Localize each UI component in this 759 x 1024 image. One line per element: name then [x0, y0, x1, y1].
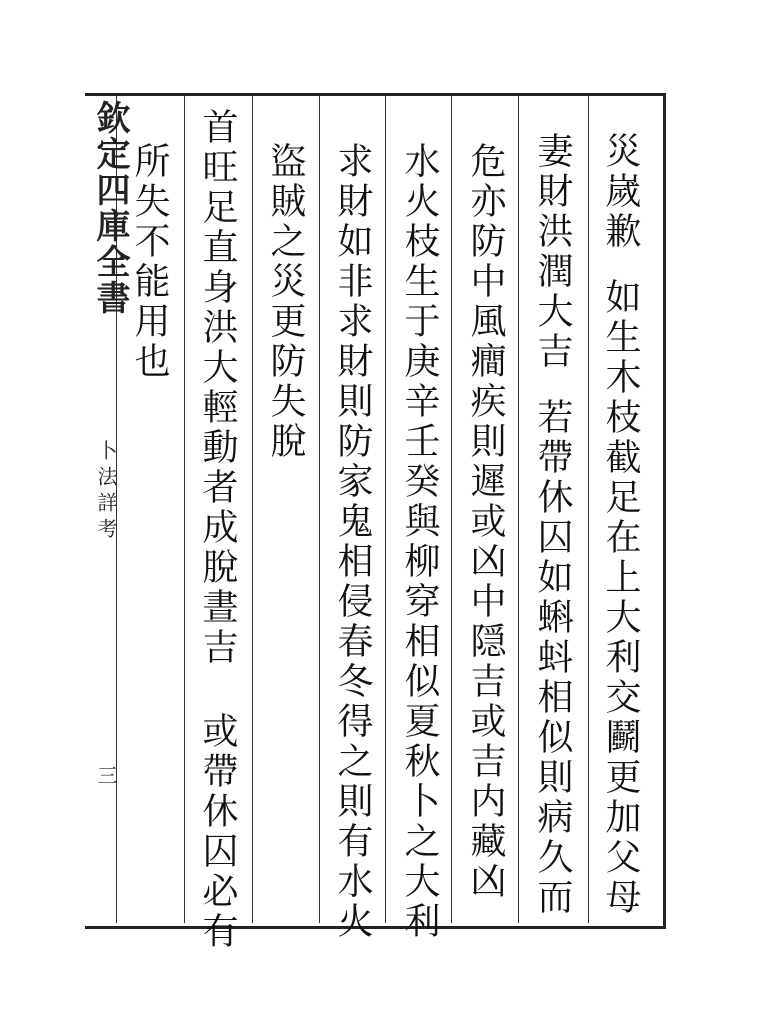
text-segment: 或帶休囚必有: [197, 712, 238, 952]
page-border: [85, 93, 666, 929]
column-rule: [184, 96, 185, 923]
column-rule: [319, 96, 320, 923]
text-segment: 妻財洪潤大吉: [532, 132, 573, 372]
collection-title: 欽定四庫全書: [90, 100, 130, 316]
text-segment: 如生木枝截足在上大利交鬬更加父母: [600, 278, 641, 918]
text-segment: 首旺足直身洪大輕動者成脫晝吉: [197, 108, 238, 668]
column-rule: [451, 96, 452, 923]
text-column-7: [197, 108, 238, 952]
text-column-8: [129, 142, 170, 382]
text-column-5: [332, 142, 373, 942]
column-rule: [252, 96, 253, 923]
section-title: 卜法詳考: [94, 440, 118, 544]
text-column-4: [399, 142, 440, 942]
page-number: 三: [94, 765, 118, 785]
text-segment: 求財如非求財則防家鬼相侵春冬得之則有水火: [332, 142, 373, 942]
text-segment: 危亦防中風癎疾則遲或凶中隠吉或吉内藏凶: [465, 142, 506, 902]
text-segment: 若帶休囚如蝌蚪相似則病久而: [532, 398, 573, 918]
text-segment: 所失不能用也: [129, 142, 170, 382]
column-rule: [518, 96, 519, 923]
text-column-6: [265, 142, 306, 462]
text-segment: 水火枝生于庚辛壬癸與柳穿相似夏秋卜之大利: [399, 142, 440, 942]
text-column-1: [600, 132, 641, 918]
text-segment: 盜賊之災更防失脫: [265, 142, 306, 462]
text-column-3: [465, 142, 506, 902]
column-rule: [385, 96, 386, 923]
column-rule: [588, 96, 589, 923]
text-column-2: [532, 132, 573, 918]
text-segment: 災嵗歉: [600, 132, 641, 252]
